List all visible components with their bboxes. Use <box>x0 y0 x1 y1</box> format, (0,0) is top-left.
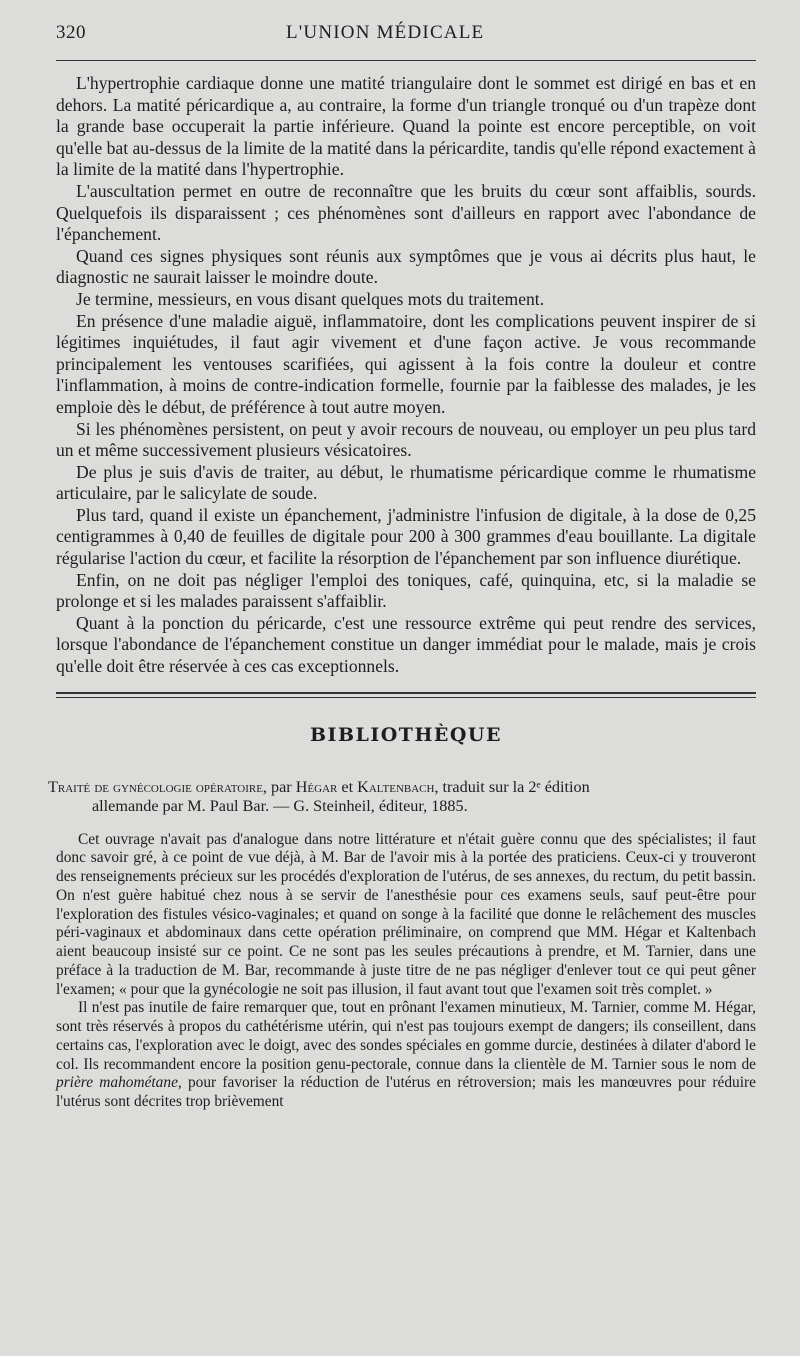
paragraph: Plus tard, quand il existe un épanchement, j'administre l'infusion de digitale, à la dose de 0,25 centigrammes à 0,40 de feuilles de digitale pour 200 à 300 grammes d'eau bouillante. La digitale régularise l'action du cœur, et facilite la résorption de l'épanchement par son influence diurétique. <box>56 504 756 569</box>
paragraph: Quand ces signes physiques sont réunis aux symptômes que je vous ai décrits plus haut, le diagnostic ne saurait laisser le moindre doute. <box>56 245 756 288</box>
article-body <box>56 73 756 678</box>
paragraph: Si les phénomènes persistent, on peut y avoir recours de nouveau, ou employer un peu plus tard un et même successivement plusieurs vésicatoires. <box>56 418 756 461</box>
citation-connector: et <box>337 777 358 796</box>
citation-edition: , traduit sur la 2ᵉ édition <box>434 777 590 796</box>
author-name: Kaltenbach <box>357 777 435 796</box>
italic-term: prière mahométane <box>56 1074 178 1092</box>
paragraph: De plus je suis d'avis de traiter, au début, le rhumatisme péricardique comme le rhumatisme articulaire, par le salicylate de soude. <box>56 461 756 504</box>
book-citation <box>48 777 756 817</box>
review-body <box>56 831 756 1112</box>
citation-connector: , par <box>262 777 296 796</box>
citation-line-2: allemande par M. Paul Bar. — G. Steinheil, éditeur, 1885. <box>92 797 468 816</box>
page-number: 320 <box>56 22 86 43</box>
text-run: , pour favoriser la réduction de l'utérus en rétroversion; mais les manœuvres pour réduire l'utérus sont décrites trop brièvement <box>56 1074 756 1111</box>
text-run: Il n'est pas inutile de faire remarquer que, tout en prônant l'examen minutieux, M. Tarnier, comme M. Hégar, sont très réservés à propos du cathétérisme utérin, qui n'est pas toujours exempt de dangers; ils conseillent, dans certains cas, l'exploration avec le doigt, avec des sondes spéciales en gomme durcie, destinées à dilater d'abord le col. Ils recommandent encore la position genu-pectorale, connue dans la clientèle de M. Tarnier sous le nom de <box>56 999 756 1073</box>
paragraph: Enfin, on ne doit pas négliger l'emploi des toniques, café, quinquina, etc, si la maladie se prolonge et si les malades paraissent s'affaiblir. <box>56 569 756 612</box>
section-divider <box>56 692 756 698</box>
paragraph: L'auscultation permet en outre de reconnaître que les bruits du cœur sont affaiblis, sourds. Quelquefois ils disparaissent ; ces phénomènes sont d'ailleurs en rapport avec l'abondance de l'épanchement. <box>56 180 756 245</box>
paragraph <box>56 999 756 1112</box>
section-title: BIBLIOTHÈQUE <box>310 723 502 746</box>
citation-line-1 <box>48 778 756 798</box>
author-name: Hégar <box>295 777 338 796</box>
running-title: L'UNION MÉDICALE <box>286 22 485 43</box>
book-title: Traité de gynécologie opératoire <box>48 777 263 796</box>
paragraph: Quant à la ponction du péricarde, c'est une ressource extrême qui peut rendre des services, lorsque l'abondance de l'épanchement constitue un danger immédiat pour le malade, mais je crois qu'elle doit être réservée à ces cas exceptionnels. <box>56 612 756 677</box>
paragraph: Cet ouvrage n'avait pas d'analogue dans notre littérature et n'était guère connu que des spécialistes; il faut donc savoir gré, à ce point de vue déjà, à M. Bar de l'avoir mis à la portée des praticiens. Ceux-ci y trouveront des renseignements précieux sur les procédés d'exploration de l'utérus, de ses annexes, du rectum, du petit bassin. On n'est guère habitué chez nous à se servir de l'anesthésie pour ces examens seuls, sauf peut-être pour l'exploration des fistules vésico-vaginales; et quand on songe à la facilité que donne le relâchement des muscles péri-vaginaux et abdominaux dans cette opération préliminaire, on comprend que MM. Hégar et Kaltenbach aient beaucoup insisté sur ce point. Ce ne sont pas les seules précautions à prendre, et M. Tarnier, dans une préface à la traduction de M. Bar, recommande à juste titre de ne pas négliger d'enlever tout ce qui peut gêner l'examen; « pour que la gynécologie ne soit pas illusion, il faut avant tout que l'examen soit très complet. » <box>56 830 756 998</box>
header-rule <box>56 60 756 61</box>
paragraph: Je termine, messieurs, en vous disant quelques mots du traitement. <box>76 288 545 309</box>
paragraph: En présence d'une maladie aiguë, inflammatoire, dont les complications peuvent inspirer de si légitimes inquiétudes, il faut agir vivement et d'une façon active. Je vous recommande principalement les ventouses scarifiées, qui agissent à la fois contre la douleur et contre l'inflammation, à moins de contre-indication formelle, fournie par la faiblesse des malades, je les emploie dès le début, de préférence à tout autre moyen. <box>56 310 756 417</box>
paragraph: L'hypertrophie cardiaque donne une matité triangulaire dont le sommet est dirigé en bas et en dehors. La matité péricardique a, au contraire, la forme d'un triangle tronqué ou d'un trapèze dont la grande base occuperait la partie inférieure. Quand la pointe est encore perceptible, on voit qu'elle bat au-dessus de la limite de la matité dans la péricardite, tandis qu'elle répond exactement à la limite de la matité dans l'hypertrophie. <box>56 73 756 180</box>
page-header <box>56 22 756 56</box>
